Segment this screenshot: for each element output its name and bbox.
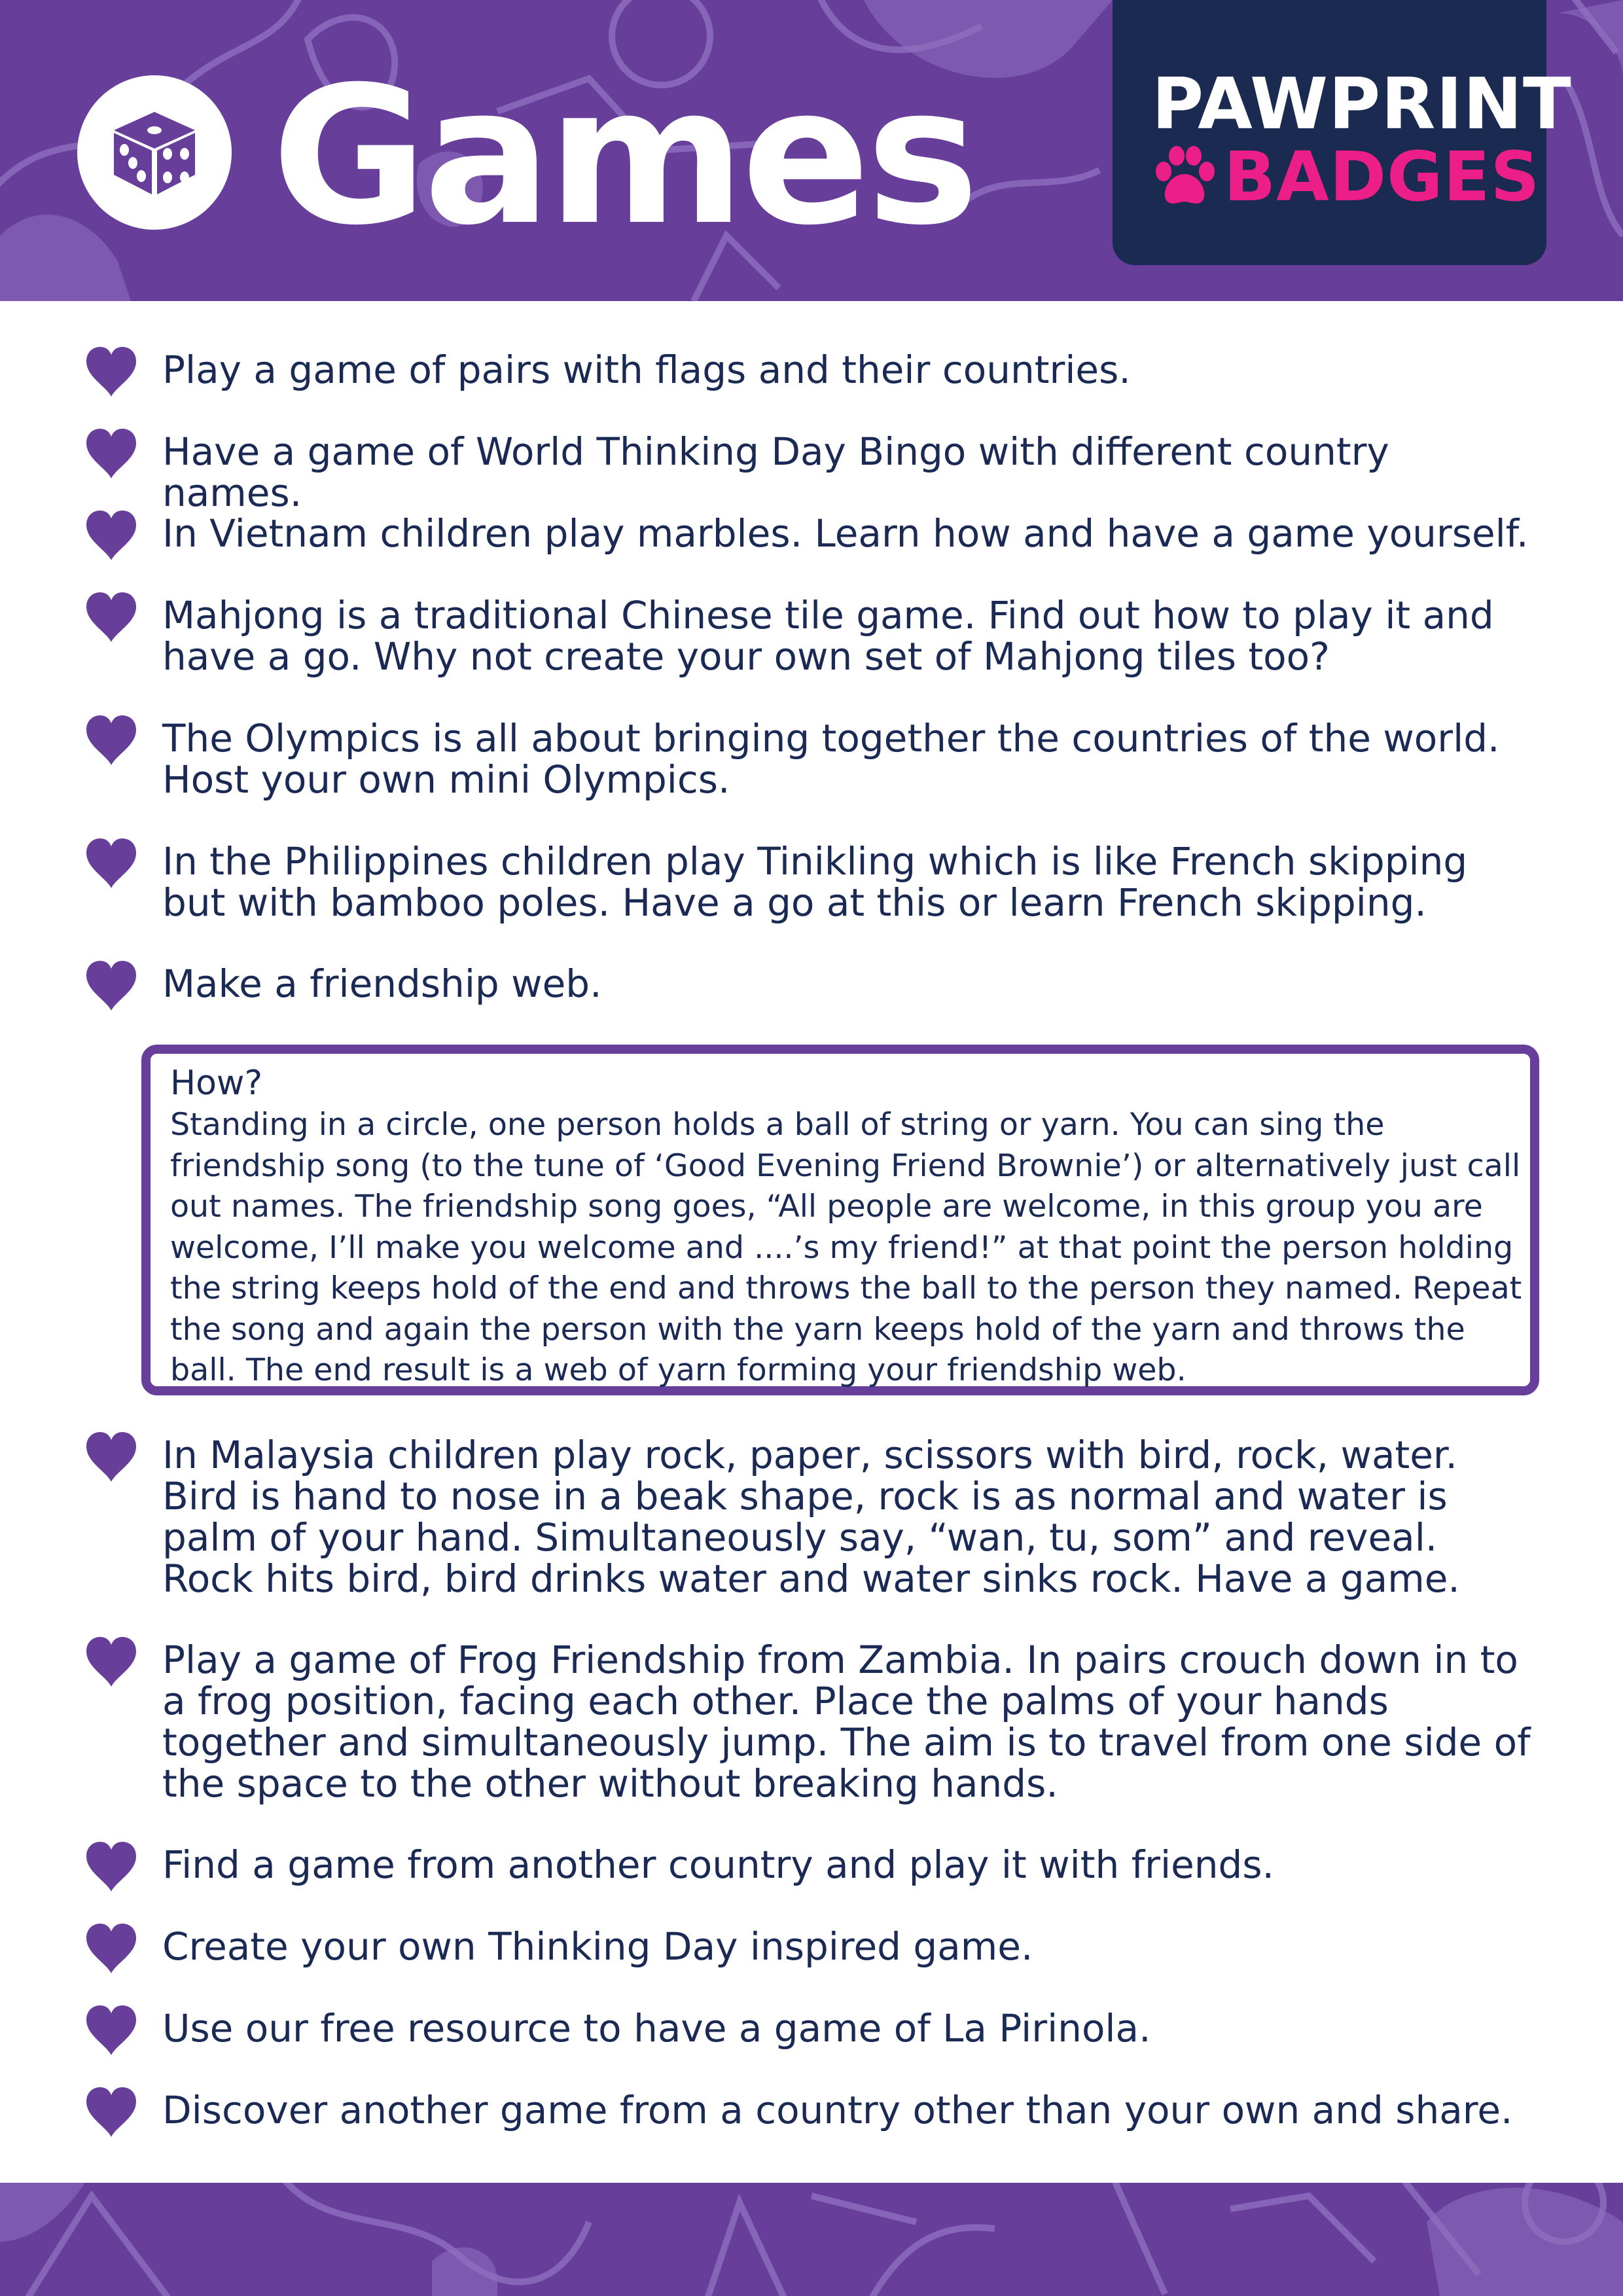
- list-item: Play a game of pairs with flags and their countries.: [162, 348, 1131, 392]
- list-item: Use our free resource to have a game of La Pirinola.: [162, 2006, 1151, 2051]
- list-item: Mahjong is a traditional Chinese tile game. Find out how to play it and have a go. Why not create your own set of Mahjong tiles too?: [162, 593, 1494, 679]
- heart-bullet-icon: [84, 2086, 139, 2138]
- heart-bullet-icon: [84, 591, 139, 643]
- page-footer: [0, 2183, 1623, 2296]
- paw-icon: [1152, 145, 1217, 207]
- heart-bullet-icon: [84, 1636, 139, 1688]
- heart-bullet-icon: [84, 427, 139, 480]
- how-box-title: How?: [170, 1064, 263, 1103]
- how-box-text: Standing in a circle, one person holds a ball of string or yarn. You can sing the friendship song (to the tune of ‘Good Evening Friend Brownie’) or alternatively just call out names. The friendship song goes, “All people are welcome, in this group you are welcome, I’ll make you welcome and ....’s my friend!” at that point the person holding the string keeps hold of the end and throws the ball to the person they named. Repeat the song and again the person with the yarn keeps hold of the yarn and throws the ball. The end result is a web of yarn forming your friendship web.: [170, 1107, 1522, 1388]
- heart-bullet-icon: [84, 960, 139, 1012]
- dice-badge: [77, 75, 232, 230]
- heart-bullet-icon: [84, 1840, 139, 1893]
- logo-wordmark-top: PAWPRINT: [1152, 63, 1572, 145]
- list-item: In Vietnam children play marbles. Learn how and have a game yourself.: [162, 511, 1529, 556]
- list-item: Create your own Thinking Day inspired game.: [162, 1924, 1033, 1969]
- footer-pattern: [0, 2183, 1623, 2296]
- dice-icon: [109, 107, 200, 198]
- list-item: Make a friendship web.: [162, 961, 602, 1006]
- list-item: Find a game from another country and play it with friends.: [162, 1842, 1274, 1887]
- heart-bullet-icon: [84, 1431, 139, 1483]
- heart-bullet-icon: [84, 837, 139, 889]
- list-item: Discover another game from a country other than your own and share.: [162, 2088, 1513, 2132]
- heart-bullet-icon: [84, 2004, 139, 2056]
- list-item: In the Philippines children play Tinikling which is like French skipping but with bamboo poles. Have a go at this or learn French skipping.: [162, 839, 1468, 925]
- heart-bullet-icon: [84, 714, 139, 766]
- heart-bullet-icon: [84, 1922, 139, 1975]
- page-header: [0, 0, 1623, 301]
- list-item: The Olympics is all about bringing together the countries of the world. Host your own mini Olympics.: [162, 716, 1500, 802]
- heart-bullet-icon: [84, 346, 139, 398]
- how-box: [141, 1045, 1539, 1395]
- pawprint-badges-logo: [1113, 0, 1572, 265]
- list-item: Have a game of World Thinking Day Bingo with different country names.: [162, 429, 1389, 515]
- list-item: In Malaysia children play rock, paper, scissors with bird, rock, water. Bird is hand to nose in a beak shape, rock is as normal and water is palm of your hand. Simultaneously say, “wan, tu, som” and reveal. Rock hits bird, bird drinks water and water sinks rock. Have a game.: [162, 1433, 1460, 1601]
- heart-bullet-icon: [84, 509, 139, 562]
- logo-wordmark-bottom: BADGES: [1224, 137, 1541, 217]
- list-item: Play a game of Frog Friendship from Zambia. In pairs crouch down in to a frog position, facing each other. Place the palms of your hands together and simultaneously jump. The aim is to travel from one side of the space to the other without breaking hands.: [162, 1638, 1531, 1806]
- page-title: Games: [272, 46, 976, 267]
